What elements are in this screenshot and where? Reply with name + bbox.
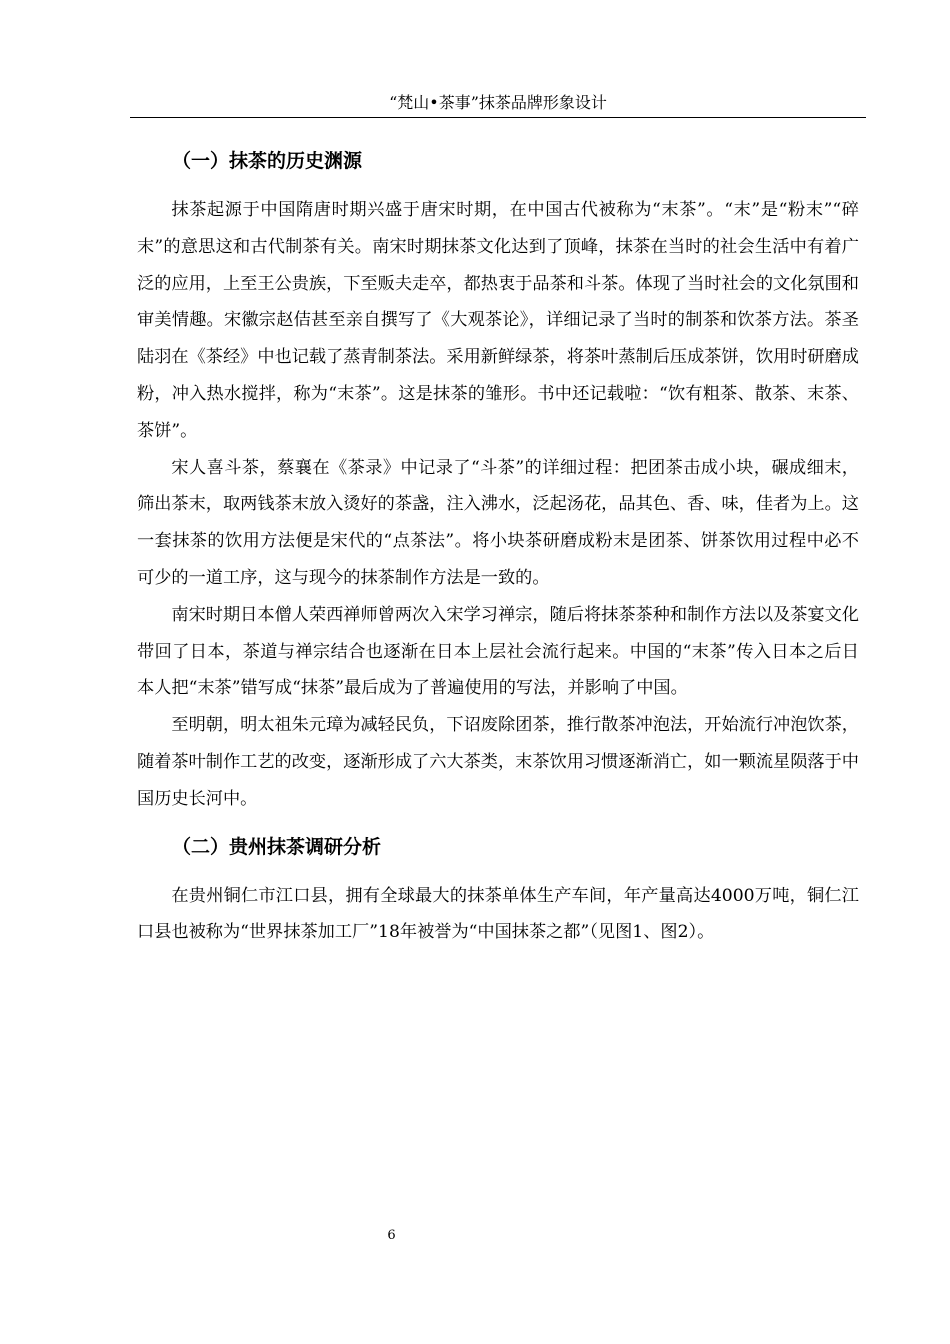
paragraph: 南宋时期日本僧人荣西禅师曾两次入宋学习禅宗，随后将抹茶茶种和制作方法以及茶宴文化带回了日本，茶道与禅宗结合也逐渐在日本上层社会流行起来。中国的“末茶”传入日本之后日本人把“末茶”错写成“抹茶”最后成为了普遍使用的写法，并影响了中国。 — [137, 604, 859, 699]
paragraph: 在贵州铜仁市江口县，拥有全球最大的抹茶单体生产车间，年产量高达4000万吨，铜仁江口县也被称为“世界抹茶加工厂”18年被誉为“中国抹茶之都”（见图1、图2）。 — [137, 885, 859, 943]
header-rule — [130, 117, 866, 118]
paragraph: 宋人喜斗茶，蔡襄在《茶录》中记录了“斗茶”的详细过程：把团茶击成小块，碾成细末，筛出茶末，取两钱茶末放入烫好的茶盏，注入沸水，泛起汤花，品其色、香、味，佳者为上。这一套抹茶的饮用方法便是宋代的“点茶法”。将小块茶研磨成粉末是团茶、饼茶饮用过程中必不可少的一道工序，这与现今的抹茶制作方法是一致的。 — [137, 457, 859, 588]
paragraph: 抹茶起源于中国隋唐时期兴盛于唐宋时期，在中国古代被称为“末茶”。“末”是“粉末”“碎末”的意思这和古代制茶有关。南宋时期抹茶文化达到了顶峰，抹茶在当时的社会生活中有着广泛的应用，上至王公贵族，下至贩夫走卒，都热衷于品茶和斗茶。体现了当时社会的文化氛围和审美情趣。宋徽宗赵佶甚至亲自撰写了《大观茶论》，详细记录了当时的制茶和饮茶方法。茶圣陆羽在《茶经》中也记载了蒸青制茶法。采用新鲜绿茶，将茶叶蒸制后压成茶饼，饮用时研磨成粉，冲入热水搅拌，称为“末茶”。这是抹茶的雏形。书中还记载啦：“饮有粗茶、散茶、末茶、茶饼”。 — [137, 200, 859, 441]
page-body — [137, 140, 859, 951]
paragraph: 至明朝，明太祖朱元璋为减轻民负，下诏废除团茶，推行散茶冲泡法，开始流行冲泡饮茶，随着茶叶制作工艺的改变，逐渐形成了六大茶类，末茶饮用习惯逐渐消亡，如一颗流星陨落于中国历史长河中。 — [137, 715, 859, 809]
running-header: “梵山•茶事”抹茶品牌形象设计 — [389, 93, 607, 112]
section-heading: （二）贵州抹茶调研分析 — [172, 835, 382, 858]
section-heading: （一）抹茶的历史渊源 — [172, 150, 363, 172]
section-guizhou-research — [137, 834, 859, 952]
section-history — [137, 148, 859, 818]
page-number: 6 — [387, 1228, 396, 1243]
